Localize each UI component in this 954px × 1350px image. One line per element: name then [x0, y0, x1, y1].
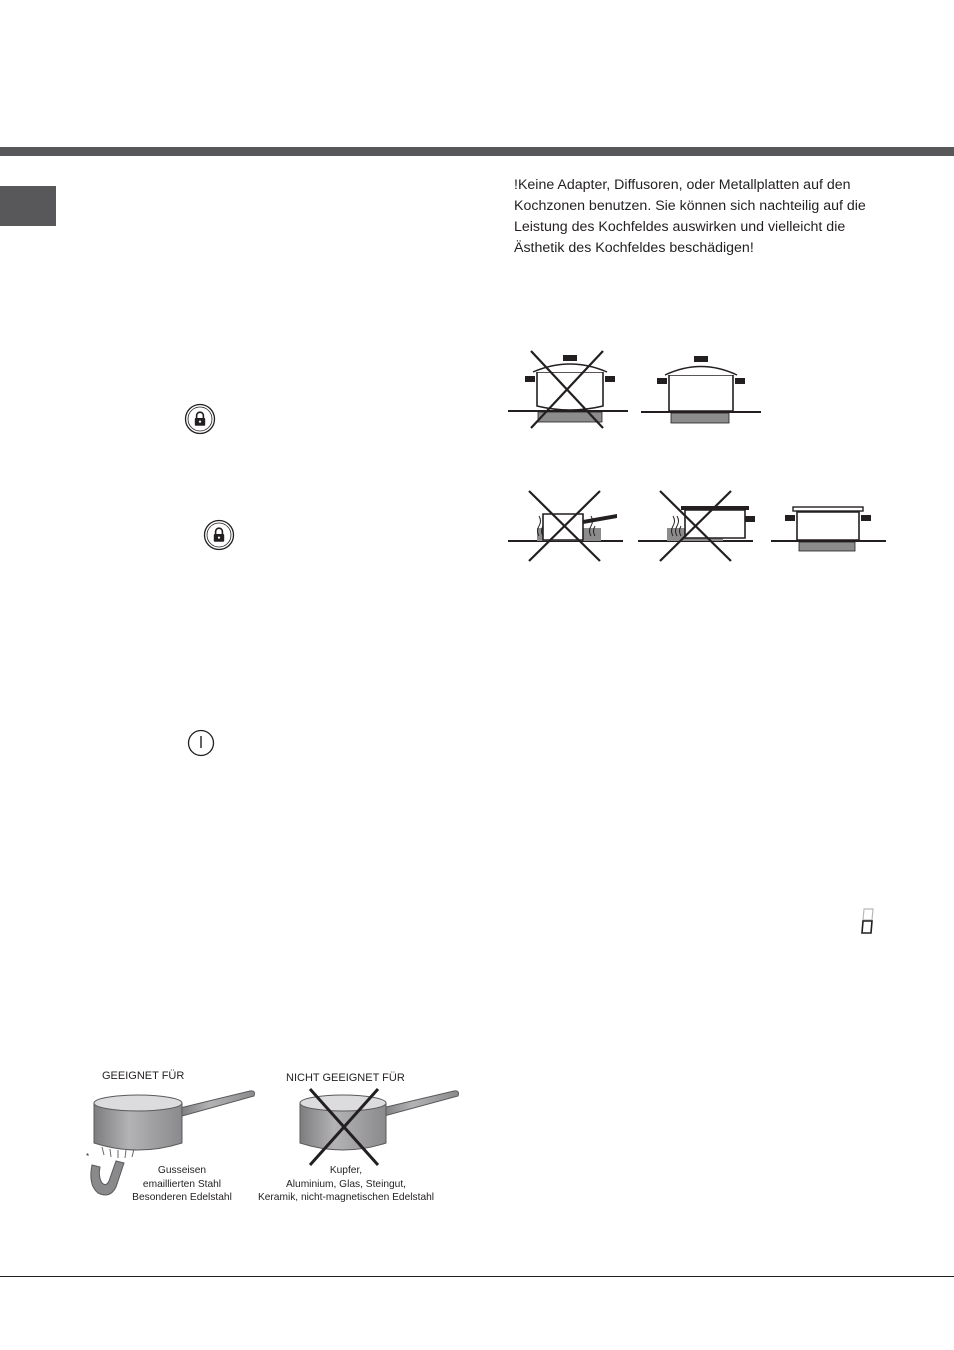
unsuitable-materials	[246, 1164, 446, 1205]
unsuitable-material: Keramik, nicht-magnetischen Edelstahl	[257, 1192, 435, 1204]
lock-icon	[203, 519, 235, 551]
pot-placement-diagram-row-1	[505, 348, 770, 432]
incorrect-small-pot-example	[508, 491, 623, 561]
incorrect-pot-example	[508, 351, 628, 428]
unsuitable-material: Aluminium, Glas, Steingut,	[285, 1178, 407, 1190]
suitable-material: Besonderen Edelstahl	[132, 1192, 232, 1204]
footer-rule	[0, 1276, 954, 1277]
suitable-material: emaillierten Stahl	[142, 1178, 222, 1190]
incorrect-offset-pot-example	[638, 491, 755, 561]
seven-segment-digit-icon	[858, 907, 878, 937]
unsuitable-pan	[300, 1089, 459, 1165]
pot-placement-diagram-row-2	[505, 488, 890, 564]
unsuitable-material: Kupfer,	[329, 1165, 363, 1176]
suitable-heading: GEEIGNET FÜR	[102, 1070, 185, 1082]
power-icon	[187, 729, 215, 757]
suitable-material: Gusseisen	[157, 1165, 207, 1176]
unsuitable-heading: NICHT GEEIGNET FÜR	[286, 1072, 405, 1084]
lock-icon	[184, 403, 216, 435]
warning-text: !Keine Adapter, Diffusoren, oder Metallplatten auf den Kochzonen benutzen. Sie können sich nachteilig auf die Leistung des Kochfeldes auswirken und vielleicht die Ästhetik des Kochfeldes beschädigen!	[514, 177, 866, 256]
correct-fitting-pot-example	[771, 507, 886, 551]
header-bar	[0, 147, 954, 156]
language-tab	[0, 186, 56, 226]
svg-text:*: *	[86, 1152, 90, 1161]
correct-pot-example	[641, 356, 761, 423]
suitable-materials	[122, 1164, 242, 1205]
